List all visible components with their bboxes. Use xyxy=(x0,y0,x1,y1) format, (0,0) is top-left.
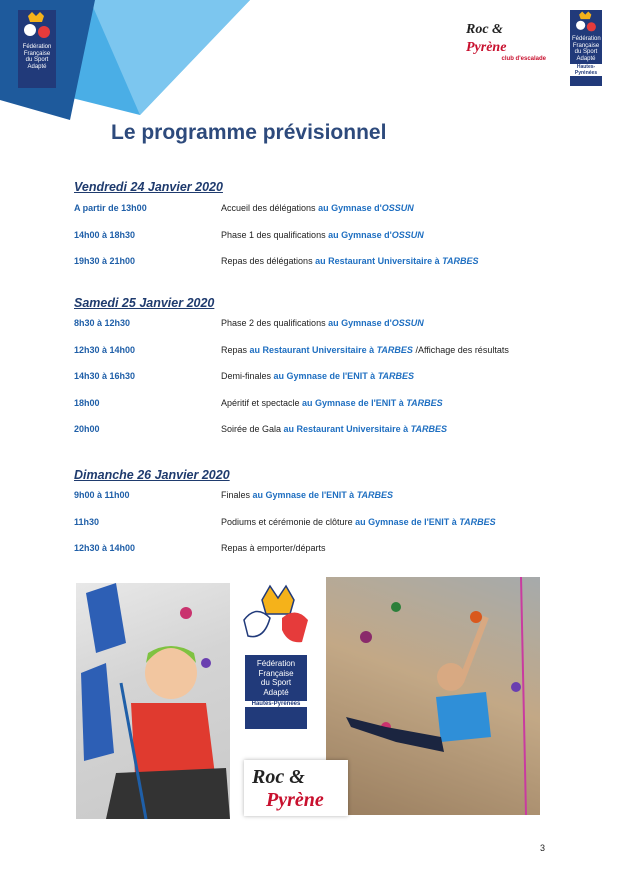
ffsa-text-line: Française xyxy=(23,50,51,57)
row-time: 14h30 à 16h30 xyxy=(74,371,136,381)
row-location: au Restaurant Universitaire à xyxy=(249,345,377,355)
row-city: TARBES xyxy=(356,490,394,500)
club-logo-line2: Pyrène xyxy=(266,789,324,811)
row-activity: Finales xyxy=(221,490,253,500)
row-extra: /Affichage des résultats xyxy=(412,345,509,355)
row-location: au Gymnase d' xyxy=(328,230,392,240)
schedule-row xyxy=(74,203,574,217)
row-city: TARBES xyxy=(459,517,496,527)
row-location: au Gymnase de l'ENIT à xyxy=(302,398,407,408)
ffsa-text-line: du Sport xyxy=(574,49,598,55)
row-description xyxy=(221,517,496,527)
row-activity: Repas des délégations xyxy=(221,256,316,266)
ffsa-text-line: du Sport xyxy=(260,678,292,687)
row-city: OSSUN xyxy=(381,203,414,213)
page-title: Le programme prévisionnel xyxy=(111,121,387,144)
schedule-row xyxy=(74,517,574,531)
climber-child-photo xyxy=(76,583,230,819)
ffsa-text-line: Adapté xyxy=(263,687,289,697)
hands-icon xyxy=(242,580,310,650)
row-description xyxy=(221,490,393,500)
row-description xyxy=(221,371,414,381)
ffsa-text-line: Fédération xyxy=(572,36,601,42)
row-activity: Repas xyxy=(221,345,250,355)
ffsa-sub-label: Hautes-Pyrénées xyxy=(245,701,307,707)
day-heading-saturday: Samedi 25 Janvier 2020 xyxy=(74,296,215,310)
climber-child-illustration xyxy=(76,583,230,819)
row-time: 8h30 à 12h30 xyxy=(74,318,131,328)
club-logo-line1: Roc & xyxy=(252,766,305,788)
club-logo-line2: Pyrène xyxy=(466,40,507,55)
ffsa-logo-right xyxy=(570,10,602,86)
schedule-row xyxy=(74,371,574,385)
club-logo-line1: Roc & xyxy=(466,22,503,37)
ffsa-text-line: Fédération xyxy=(22,44,52,50)
schedule-row xyxy=(74,543,574,557)
row-city: TARBES xyxy=(406,398,443,408)
row-activity: Podiums et cérémonie de clôture xyxy=(221,517,356,527)
ffsa-text-line: Adapté xyxy=(27,63,47,70)
row-time: 18h00 xyxy=(74,398,100,408)
club-logo-collage xyxy=(244,760,348,816)
ffsa-logo-collage xyxy=(242,580,310,732)
schedule-row xyxy=(74,424,574,438)
row-activity: Repas à emporter/départs xyxy=(221,543,326,553)
schedule-row xyxy=(74,256,574,270)
row-description xyxy=(221,345,509,355)
row-time: A partir de 13h00 xyxy=(74,203,147,213)
page-number: 3 xyxy=(540,843,546,853)
day-heading-sunday: Dimanche 26 Janvier 2020 xyxy=(74,468,230,482)
row-time: 11h30 xyxy=(74,517,100,527)
row-description xyxy=(221,230,424,240)
row-location: au Restaurant Universitaire à xyxy=(283,424,411,434)
ffsa-logo-left xyxy=(18,10,56,88)
row-city: TARBES xyxy=(377,371,415,381)
row-location: au Restaurant Universitaire à xyxy=(315,256,443,266)
day-heading-friday: Vendredi 24 Janvier 2020 xyxy=(74,180,223,194)
row-city: TARBES xyxy=(442,256,479,266)
row-activity: Apéritif et spectacle xyxy=(221,398,303,408)
schedule-row xyxy=(74,230,574,244)
club-logo-header xyxy=(466,20,546,62)
row-activity: Demi-finales xyxy=(221,371,274,381)
climber-adult-photo xyxy=(326,577,540,815)
row-location: au Gymnase de l'ENIT à xyxy=(252,490,357,500)
row-time: 12h30 à 14h00 xyxy=(74,345,136,355)
row-time: 20h00 xyxy=(74,424,100,434)
row-activity: Phase 1 des qualifications xyxy=(221,230,329,240)
row-time: 14h00 à 18h30 xyxy=(74,230,136,240)
row-activity: Accueil des délégations xyxy=(221,203,319,213)
row-location: au Gymnase de l'ENIT à xyxy=(273,371,378,381)
schedule-row xyxy=(74,398,574,412)
row-city: OSSUN xyxy=(391,230,424,240)
schedule-row xyxy=(74,318,574,332)
row-time: 19h30 à 21h00 xyxy=(74,256,136,266)
climber-adult-illustration xyxy=(326,577,540,815)
hands-icon xyxy=(20,10,54,44)
row-activity: Phase 2 des qualifications xyxy=(221,318,329,328)
club-logo-tagline: club d'escalade xyxy=(501,56,546,62)
hands-icon xyxy=(572,10,600,36)
schedule-row xyxy=(74,345,574,359)
ffsa-text-line: Française xyxy=(258,668,294,678)
row-description xyxy=(221,424,447,434)
ffsa-sub-label: Hautes-Pyrénées xyxy=(570,64,602,76)
row-description xyxy=(221,203,414,213)
row-description xyxy=(221,256,478,266)
row-city: TARBES xyxy=(410,424,447,434)
ffsa-text-line: du Sport xyxy=(25,57,49,63)
ffsa-text-line: Fédération xyxy=(256,659,296,668)
row-time: 12h30 à 14h00 xyxy=(74,543,136,553)
row-location: au Gymnase de l'ENIT à xyxy=(355,517,460,527)
row-description xyxy=(221,398,443,408)
row-city: OSSUN xyxy=(391,318,424,328)
row-location: au Gymnase d' xyxy=(328,318,392,328)
ffsa-text-line: Adapté xyxy=(576,55,596,62)
row-description xyxy=(221,318,424,328)
row-description xyxy=(221,543,326,553)
row-activity: Soirée de Gala xyxy=(221,424,284,434)
row-city: TARBES xyxy=(376,345,413,355)
ffsa-text-box xyxy=(245,655,307,729)
row-time: 9h00 à 11h00 xyxy=(74,490,130,500)
row-location: au Gymnase d' xyxy=(318,203,382,213)
ffsa-text-line: Française xyxy=(572,42,600,49)
schedule-row xyxy=(74,490,574,504)
